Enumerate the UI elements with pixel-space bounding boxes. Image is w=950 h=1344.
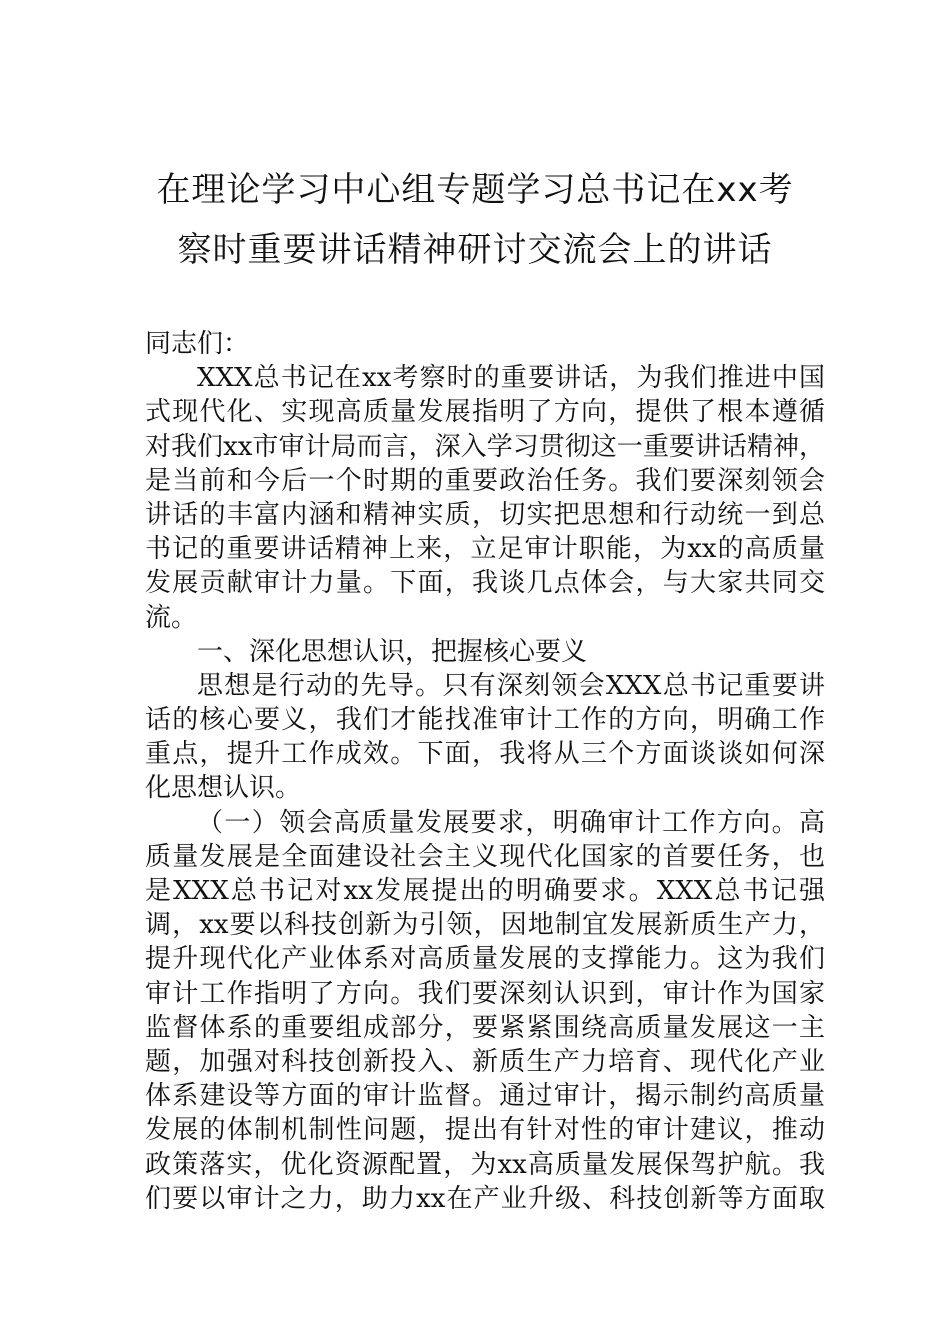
document-body: [145, 327, 825, 1216]
paragraph-line: 重点，提升工作成效。下面，我将从三个方面谈谈如何深: [145, 739, 825, 770]
section-heading: 一、深化思想认识，把握核心要义: [197, 636, 588, 667]
paragraph-1: [145, 361, 825, 635]
paragraph-line: 对我们xx市审计局而言，深入学习贯彻这一重要讲话精神，: [145, 431, 825, 462]
paragraph-line: 发展的体制机制性问题，提出有针对性的审计建议，推动: [145, 1115, 825, 1146]
paragraph-line: 调，xx要以科技创新为引领，因地制宜发展新质生产力，: [145, 910, 825, 941]
paragraph-line: 题，加强对科技创新投入、新质生产力培育、现代化产业: [145, 1046, 825, 1077]
paragraph-line: 是当前和今后一个时期的重要政治任务。我们要深刻领会: [145, 465, 825, 496]
paragraph-line: 化思想认识。: [145, 773, 302, 804]
paragraph-line: 讲话的丰富内涵和精神实质，切实把思想和行动统一到总: [145, 499, 825, 530]
paragraph-line: 监督体系的重要组成部分，要紧紧围绕高质量发展这一主: [145, 1012, 825, 1043]
paragraph-line: 流。: [145, 602, 198, 633]
paragraph-line: 体系建设等方面的审计监督。通过审计，揭示制约高质量: [145, 1081, 825, 1112]
title-line: 察时重要讲话精神研讨交流会上的讲话: [177, 230, 773, 270]
salutation: 同志们：: [145, 329, 250, 359]
paragraph-line: 是XXX总书记对xx发展提出的明确要求。XXX总书记强: [145, 876, 825, 906]
paragraph-line: 思想是行动的先导。只有深刻领会XXX总书记重要讲: [197, 670, 825, 701]
paragraph-line: 质量发展是全面建设社会主义现代化国家的首要任务，也: [145, 841, 825, 872]
document-title: [110, 160, 840, 280]
paragraph-line: 政策落实，优化资源配置，为xx高质量发展保驾护航。我: [145, 1149, 825, 1180]
paragraph-line: 书记的重要讲话精神上来，立足审计职能，为xx的高质量: [145, 534, 825, 565]
paragraph-line: 们要以审计之力，助力xx在产业升级、科技创新等方面取: [145, 1183, 825, 1214]
paragraph-3: [145, 806, 825, 1216]
paragraph-line: 提升现代化产业体系对高质量发展的支撑能力。这为我们: [145, 944, 825, 975]
paragraph-line: XXX总书记在xx考察时的重要讲话，为我们推进中国: [197, 363, 825, 394]
title-line: 在理论学习中心组专题学习总书记在xx考: [156, 170, 794, 210]
paragraph-line: 式现代化、实现高质量发展指明了方向，提供了根本遵循: [145, 397, 825, 428]
paragraph-line: 话的核心要义，我们才能找准审计工作的方向，明确工作: [145, 705, 825, 736]
paragraph-2: [145, 669, 825, 806]
paragraph-line: 审计工作指明了方向。我们要深刻认识到，审计作为国家: [145, 978, 825, 1009]
paragraph-line: （一）领会高质量发展要求，明确审计工作方向。高: [197, 807, 825, 838]
paragraph-line: 发展贡献审计力量。下面，我谈几点体会，与大家共同交: [145, 568, 825, 599]
